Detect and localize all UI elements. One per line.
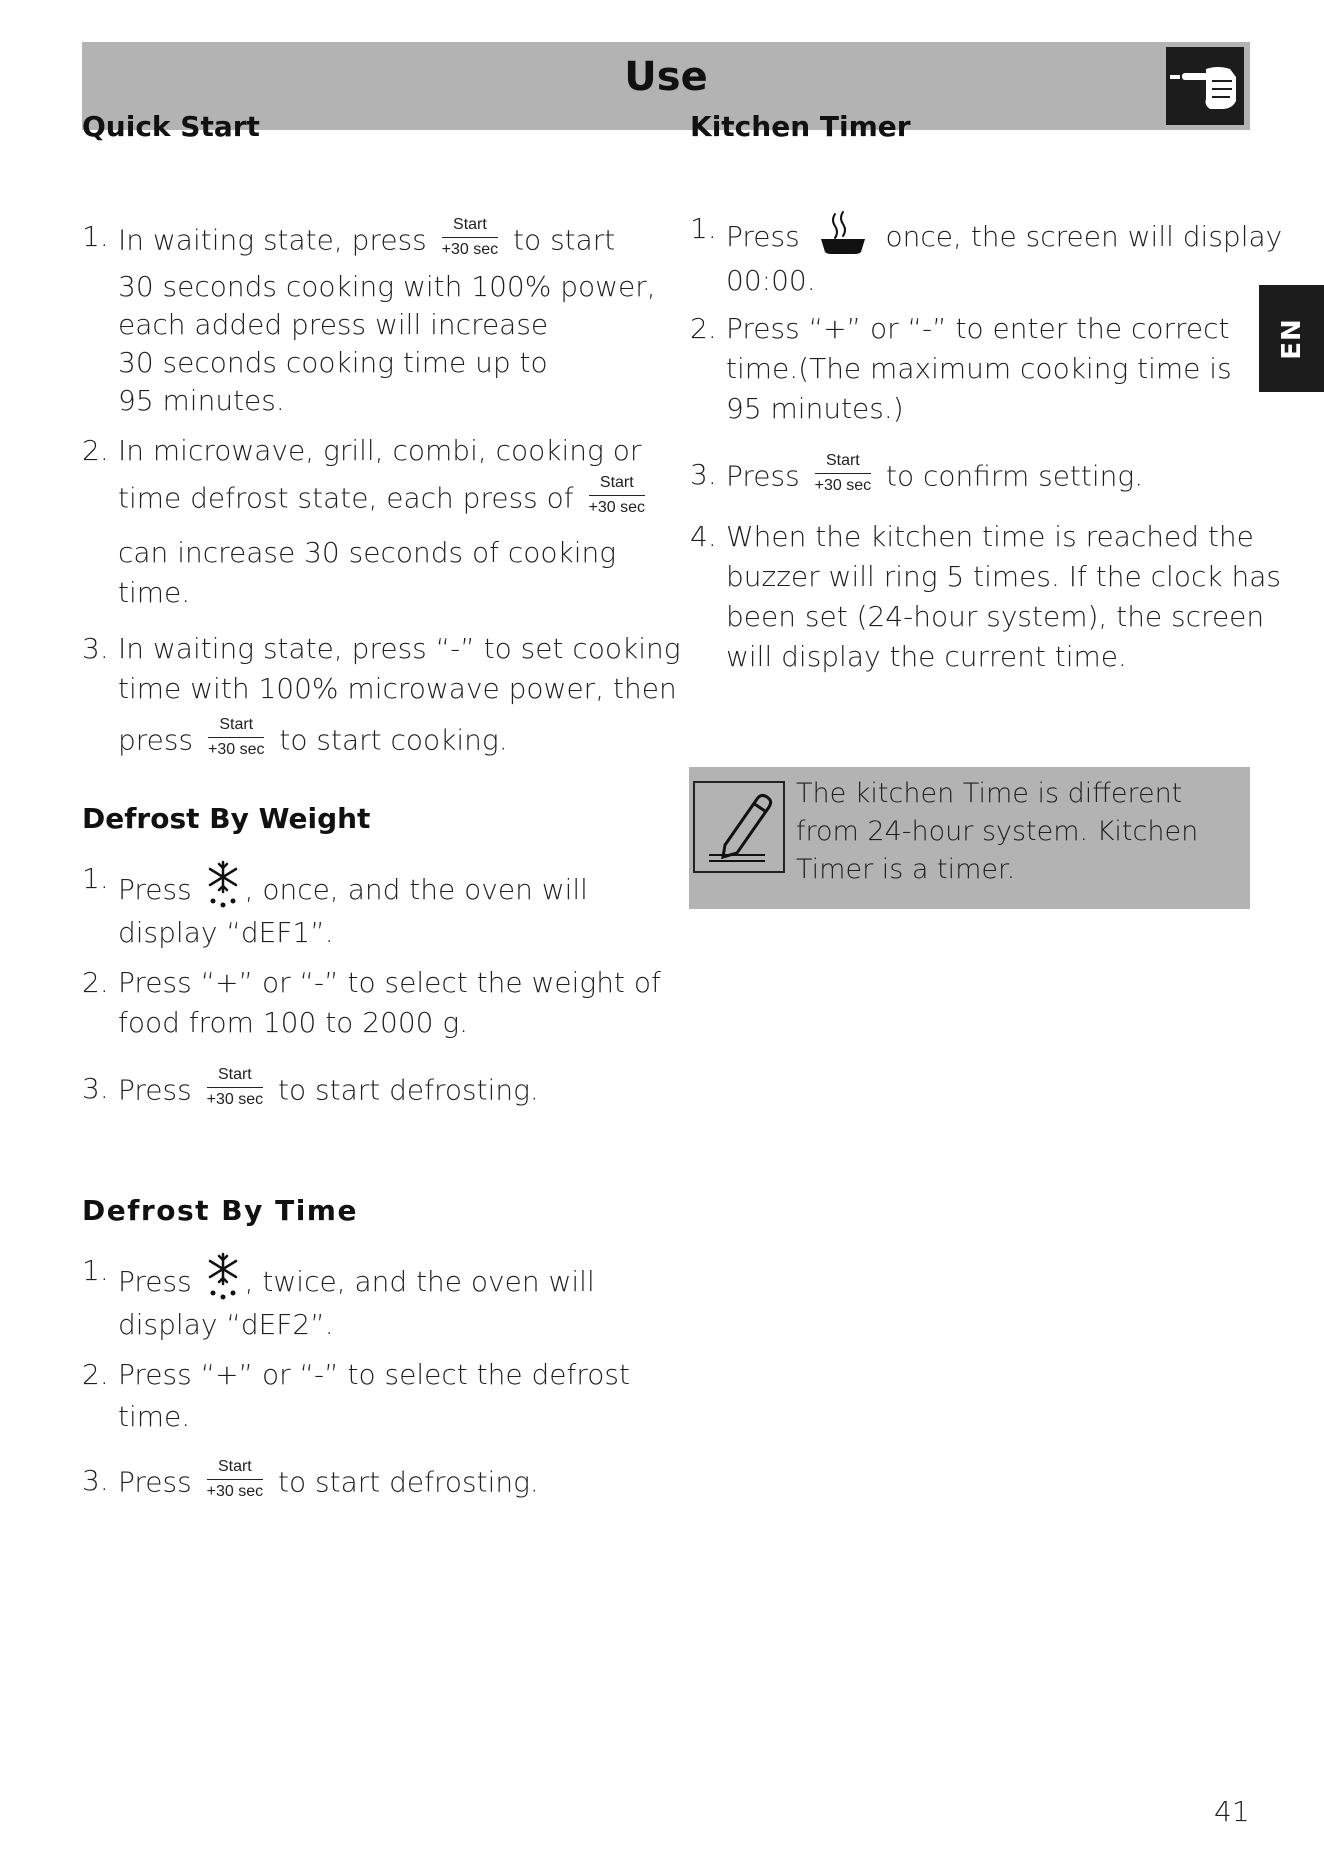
pointing-hand-icon [1166,47,1244,125]
start-button-icon: $\frac{\text{Start}}{+30 \sec}$ [441,216,499,258]
language-label: EN [1276,317,1307,360]
page-title: Use [624,54,708,100]
start-button-icon: $\frac{\text{Start}}{+30 \sec}$ [814,452,872,494]
item-text: time.(The maximum cooking time is [726,352,1232,385]
item-text: time defrost state, each press of [118,481,574,515]
item-text: time. [118,576,191,609]
item-text: can increase 30 seconds of cooking [118,536,617,569]
item-text: Press [726,220,800,253]
defrost-weight-title: Defrost By Weight [82,802,371,835]
item-text: Press [118,1465,192,1499]
pencil-note-icon [693,781,785,873]
item-text: 95 minutes. [118,384,285,417]
item-text: press [118,723,194,757]
item-number: 3. [690,458,717,491]
item-number: 2. [82,1358,109,1391]
item-number: 3. [82,632,109,665]
item-text: display “dEF2”. [118,1308,334,1341]
kitchen-timer-title: Kitchen Timer [690,110,911,143]
item-text: to start defrosting. [278,1073,539,1107]
item-number: 3. [82,1464,109,1497]
item-text: Press “+” or “-” to select the weight of [118,966,661,999]
item-number: 4. [690,520,717,553]
item-text: to start defrosting. [278,1465,539,1499]
start-button-icon: $\frac{\text{Start}}{+30 \sec}$ [207,716,265,758]
item-text: Press [118,1073,192,1107]
item-text: each added press will increase [118,308,549,341]
item-text: been set (24-hour system), the screen [726,600,1265,633]
defrost-snowflake-icon [203,858,243,920]
defrost-snowflake-icon [203,1250,243,1312]
item-text: to start [513,223,616,257]
item-text: time with 100% microwave power, then [118,672,677,705]
item-text: display “dEF1”. [118,916,334,949]
item-text: , once, and the oven will [244,873,588,906]
item-text: will display the current time. [726,640,1127,673]
item-number: 1. [82,862,109,895]
item-text: to confirm setting. [886,459,1144,493]
item-number: 1. [82,1254,109,1287]
item-text: 95 minutes.) [726,392,904,425]
item-text: In waiting state, press [118,223,427,257]
item-number: 3. [82,1072,109,1105]
quick-start-title: Quick Start [82,110,260,143]
kitchen-timer-icon [819,208,867,264]
item-text: once, the screen will display [885,220,1283,253]
item-text: 00:00. [726,264,816,297]
item-number: 2. [82,966,109,999]
item-text: 30 seconds cooking with 100% power, [118,270,656,303]
page-number: 41 [1214,1795,1250,1828]
start-button-icon: $\frac{\text{Start}}{+30 \sec}$ [588,474,646,516]
language-tab [1259,285,1324,392]
item-text: Press “+” or “-” to enter the correct [726,312,1230,345]
item-text: , twice, and the oven will [244,1265,595,1298]
note-text: The kitchen Time is different from 24-hour system. Kitchen Timer is a timer. [796,778,1199,885]
start-button-icon: $\frac{\text{Start}}{+30 \sec}$ [206,1066,264,1108]
item-text: to start cooking. [279,723,508,757]
item-text: Press [118,1265,192,1298]
item-text: Press [726,459,800,493]
start-button-icon: $\frac{\text{Start}}{+30 \sec}$ [206,1458,264,1500]
item-text: When the kitchen time is reached the [726,520,1254,553]
defrost-time-title: Defrost By Time [82,1194,358,1227]
item-number: 2. [690,312,717,345]
item-number: 2. [82,434,109,467]
item-text: food from 100 to 2000 g. [118,1006,469,1039]
item-number: 1. [690,212,717,245]
item-text: In microwave, grill, combi, cooking or [118,434,642,467]
item-text: buzzer will ring 5 times. If the clock has [726,560,1281,593]
item-text: Press [118,873,192,906]
item-text: Press “+” or “-” to select the defrost [118,1358,630,1391]
item-text: 30 seconds cooking time up to [118,346,548,379]
item-text: In waiting state, press “-” to set cooking [118,632,681,665]
note-box [689,767,1250,909]
item-number: 1. [82,220,109,253]
item-text: time. [118,1400,191,1433]
